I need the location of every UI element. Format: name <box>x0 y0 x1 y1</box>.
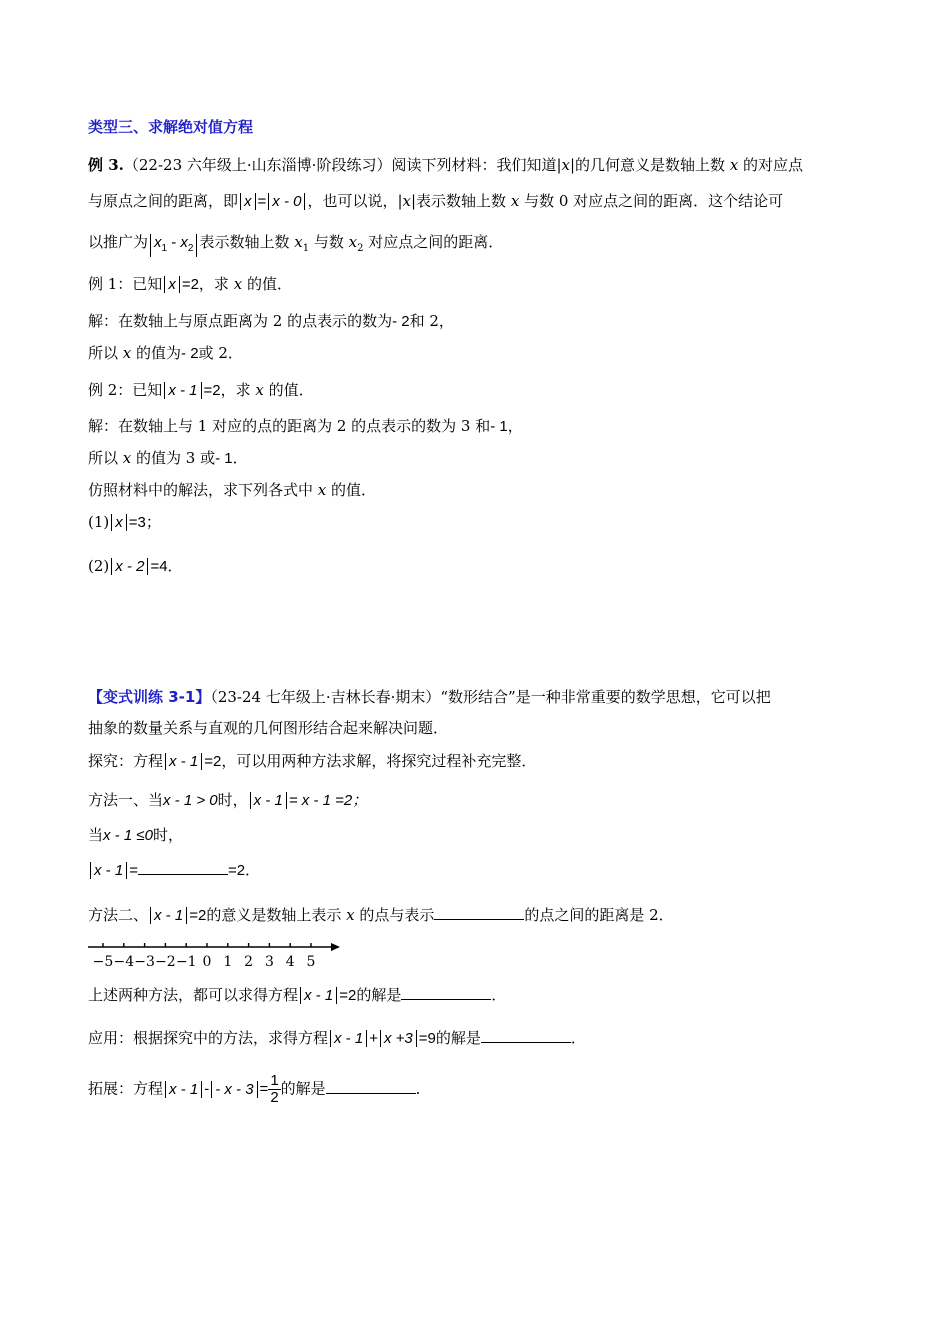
axis-tick-label: 0 <box>202 954 212 970</box>
v31-extension: 拓展：方程 x - 1 - - x - 3 = $\frac{1}{2}$ 的解是 ． <box>88 1072 431 1106</box>
m2-solution: 解：在数轴上与 1 对应的点的距离为 2 的点表示的数为 3 和- 1， <box>88 417 523 435</box>
v31-conclusion1: 上述两种方法，都可以求得方程 x - 1 =2的解是 ． <box>88 986 507 1004</box>
blank-1[interactable] <box>138 860 228 875</box>
axis-tick-label: 5 <box>306 954 316 970</box>
axis-tick-label: 3 <box>264 954 274 970</box>
v31-explore: 探究：方程 x - 1 =2，可以用两种方法求解，将探究过程补充完整． <box>88 752 537 770</box>
v31-method1-blank: x - 1 = =2． <box>88 860 260 881</box>
axis-tick-label: −3 <box>134 954 155 970</box>
abs-x: x <box>240 193 256 210</box>
blank-5[interactable] <box>326 1079 416 1094</box>
task-q1: (1) x =3； <box>88 513 161 531</box>
v31-application: 应用：根据探究中的方法，求得方程 x - 1 + x +3 =9的解是 ． <box>88 1029 586 1047</box>
m1-line: 例 1：已知 x =2，求 x 的值． <box>88 275 292 293</box>
axis-tick-label: 4 <box>285 954 295 970</box>
axis-tick-label: 1 <box>223 954 233 970</box>
axis-tick-label: 2 <box>244 954 254 970</box>
v31-method1: 方法一、当x - 1 > 0时， x - 1 = x - 1 =2； <box>88 791 368 809</box>
task-line: 仿照材料中的解法，求下列各式中 x 的值． <box>88 481 377 499</box>
blank-3[interactable] <box>401 985 491 1000</box>
axis-tick-label: −2 <box>155 954 176 970</box>
blank-4[interactable] <box>481 1028 571 1043</box>
v31-method1-case2: 当x - 1 ≤0时， <box>88 826 183 844</box>
section-title: 类型三、求解绝对值方程 <box>88 118 254 136</box>
number-line <box>88 938 350 972</box>
m2-conclusion: 所以 x 的值为 3 或- 1． <box>88 449 248 467</box>
abs-x1-minus-x2: $x_1 - x_2$ <box>150 234 197 257</box>
ex3-line3: 以推广为 $x_1 - x_2$ 表示数轴上数 $x_1$ 与数 $x_2$ 对应点之间的距离． <box>88 232 503 259</box>
axis-tick-label: −4 <box>113 954 135 970</box>
ex3-label: 例 3. <box>88 156 124 174</box>
v31-label: 【变式训练 3-1】 <box>88 688 211 706</box>
abs-x-minus-0: x - 0 <box>268 193 305 210</box>
number-line-arrow <box>331 943 340 951</box>
v31-line2: 抽象的数量关系与直观的几何图形结合起来解决问题． <box>88 719 449 737</box>
m1-solution: 解：在数轴上与原点距离为 2 的点表示的数为- 2和 2， <box>88 312 454 330</box>
m2-line: 例 2：已知 x - 1 =2，求 x 的值． <box>88 381 314 399</box>
m1-conclusion: 所以 x 的值为- 2或 2． <box>88 344 243 362</box>
task-q2: (2) x - 2 =4． <box>88 557 183 575</box>
blank-2[interactable] <box>434 905 524 920</box>
axis-tick-label: −1 <box>175 954 197 970</box>
ex3-line2: 与原点之间的距离，即 x = x - 0 ，也可以说，|x|表示数轴上数 x 与数 0 对应点之间的距离．这个结论可 <box>88 192 784 210</box>
ex3-line1: 例 3.（22-23 六年级上·山东淄博·阶段练习）阅读下列材料：我们知道|x|的几何意义是数轴上数 x 的对应点 <box>88 156 804 174</box>
axis-tick-label: −5 <box>92 954 114 970</box>
v31-method2: 方法二、 x - 1 =2的意义是数轴上表示 x 的点与表示 的点之间的距离是 2． <box>88 906 674 924</box>
v31-line1: 【变式训练 3-1】（23-24 七年级上·吉林长春·期末）“数形结合”是一种非常重要的数学思想，它可以把 <box>88 688 771 706</box>
fraction-half: $\frac{1}{2}$ <box>270 1072 279 1106</box>
